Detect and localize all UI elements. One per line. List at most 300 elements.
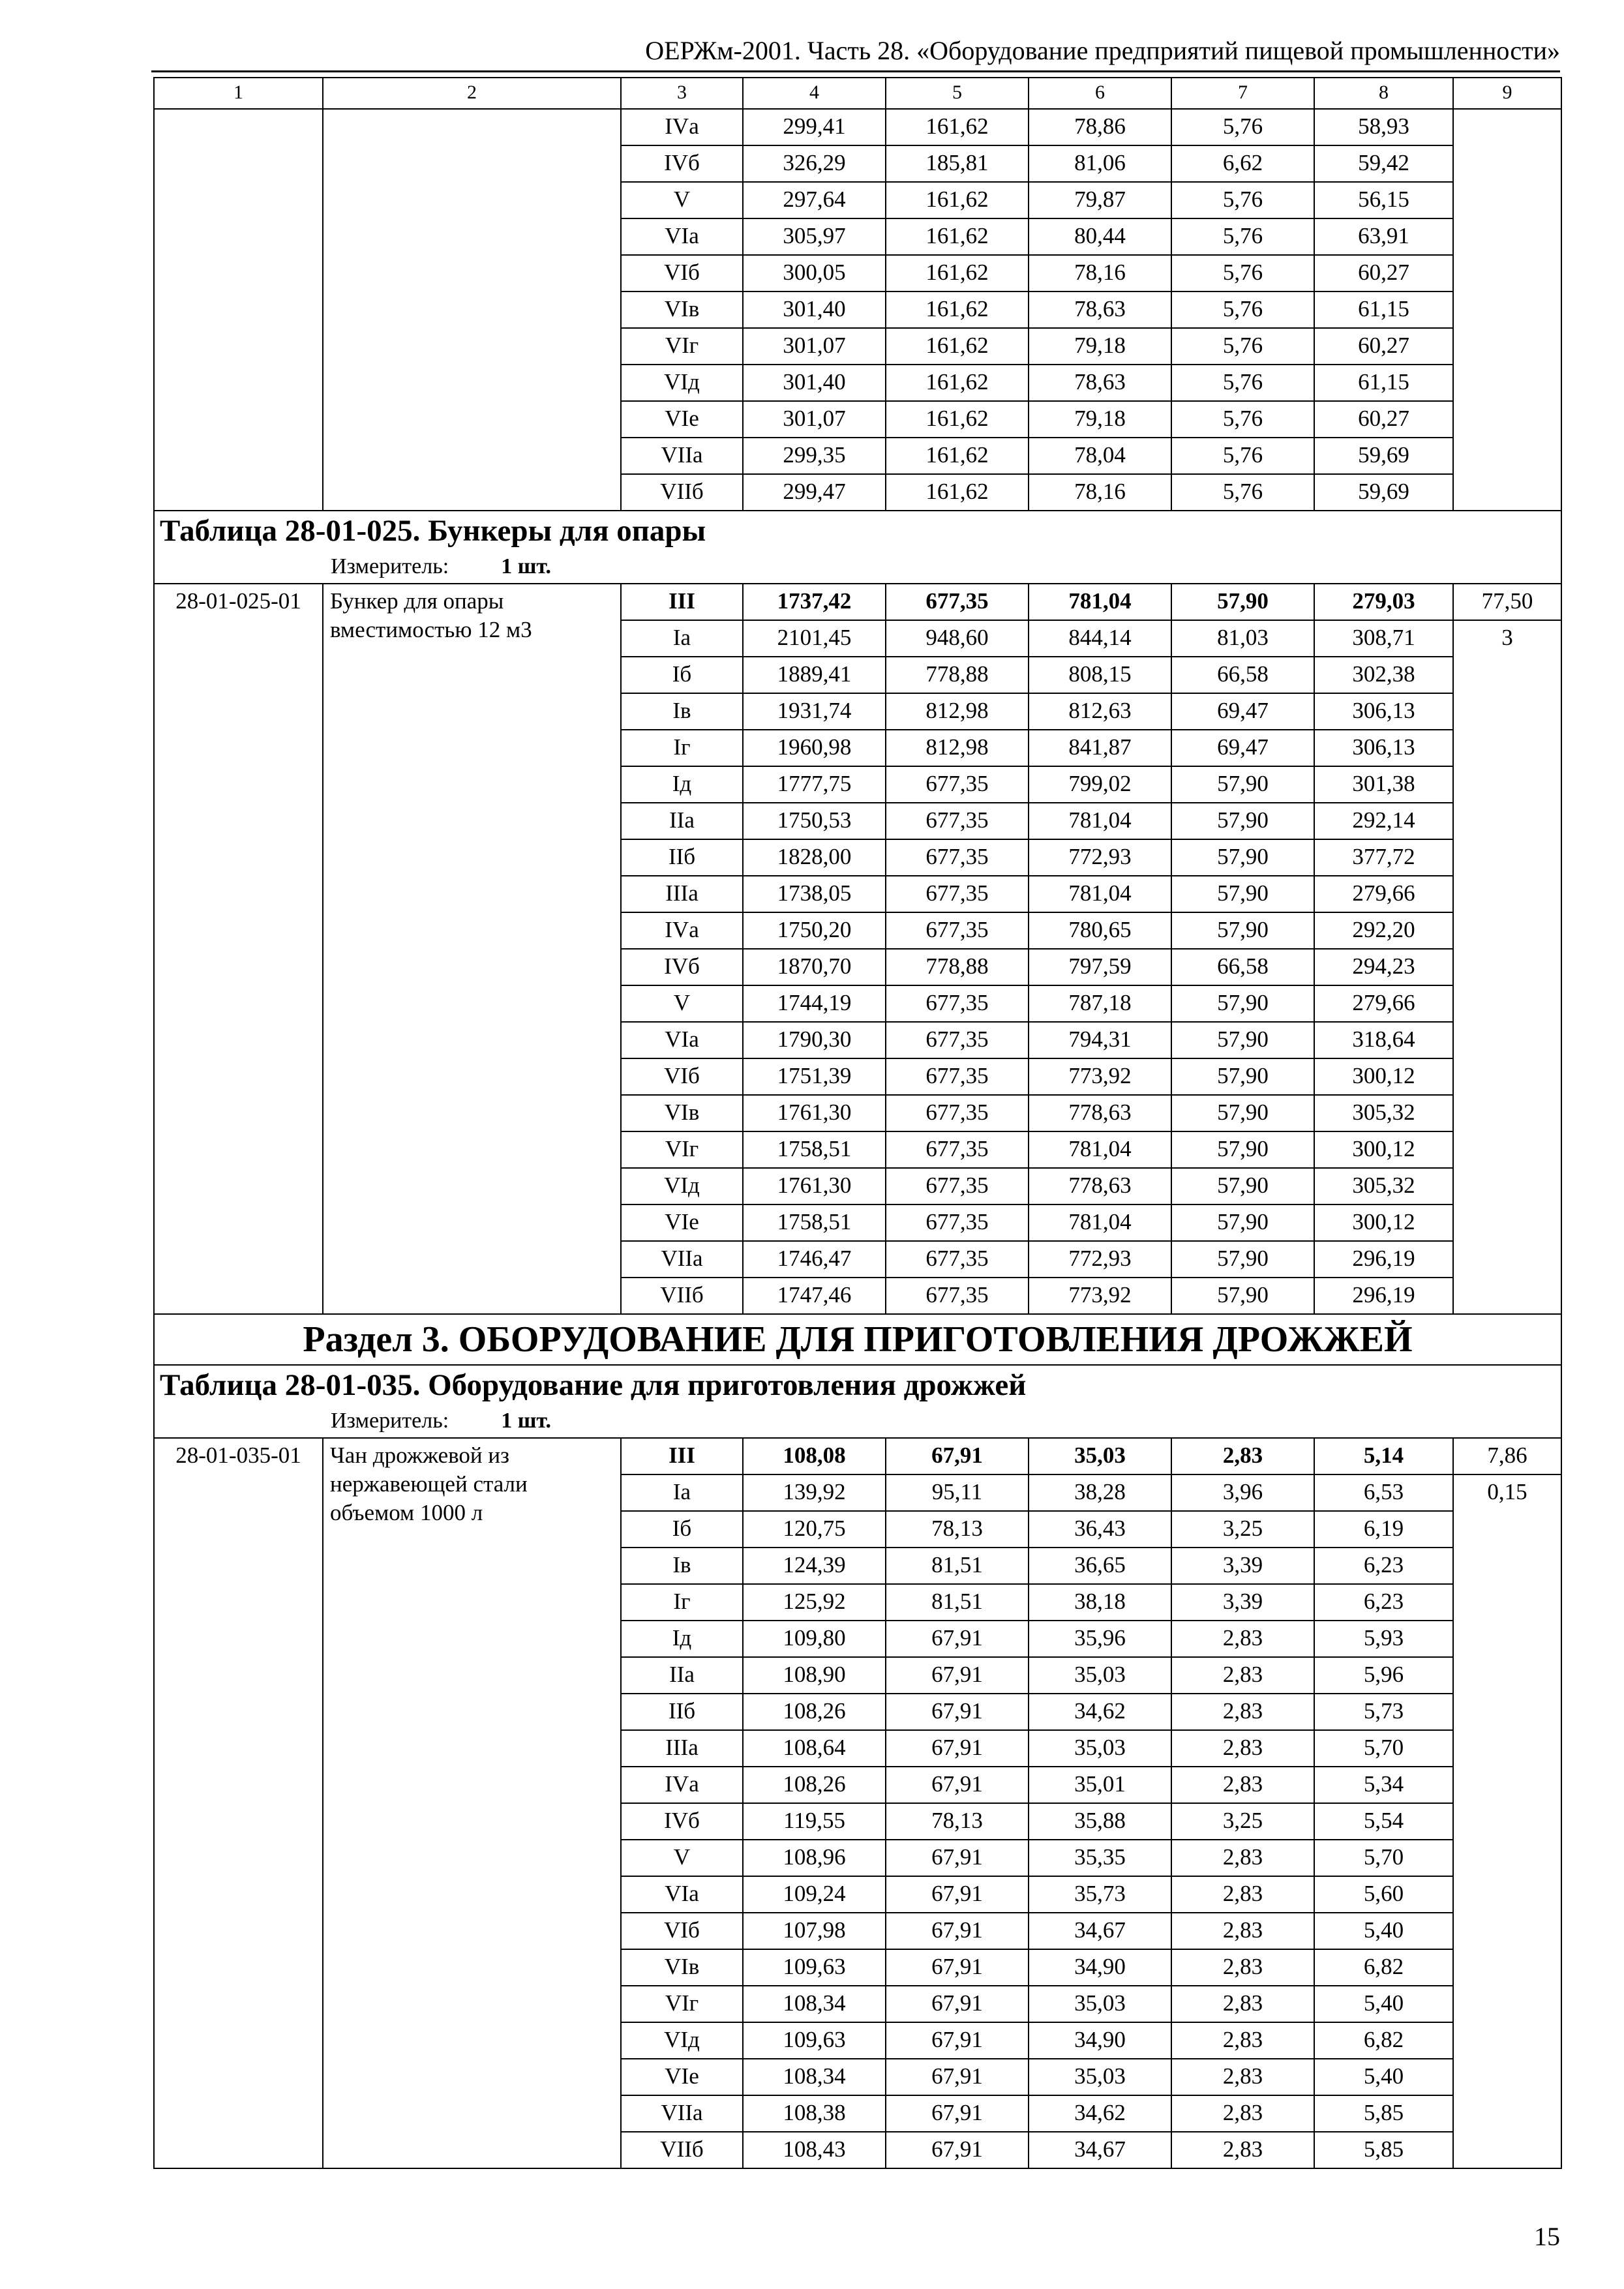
value-cell: 5,40 — [1314, 1913, 1453, 1949]
value-cell: 57,90 — [1171, 1131, 1314, 1168]
value-cell: 301,07 — [743, 401, 886, 438]
value-cell: 78,13 — [886, 1803, 1029, 1840]
value-cell: 67,91 — [886, 1621, 1029, 1657]
value-cell: 6,62 — [1171, 145, 1314, 182]
value-cell: 5,40 — [1314, 1986, 1453, 2022]
value-cell: 3,39 — [1171, 1548, 1314, 1584]
value-cell: 5,76 — [1171, 109, 1314, 145]
value-cell: 78,04 — [1029, 438, 1171, 474]
value-cell: 2,83 — [1171, 1767, 1314, 1803]
value-cell: 301,40 — [743, 292, 886, 328]
column-number: 6 — [1029, 78, 1171, 109]
value-cell: 61,15 — [1314, 365, 1453, 401]
value-cell: 377,72 — [1314, 839, 1453, 876]
table-title-cell — [154, 511, 1561, 584]
value-cell: 161,62 — [886, 255, 1029, 292]
value-cell: 300,05 — [743, 255, 886, 292]
value-cell: 2,83 — [1171, 1876, 1314, 1913]
value-cell: 773,92 — [1029, 1278, 1171, 1314]
value-cell: 35,01 — [1029, 1767, 1171, 1803]
column-number: 1 — [154, 78, 323, 109]
zone-cell: VIд — [621, 1168, 743, 1204]
zone-cell: IVб — [621, 949, 743, 985]
value-cell: 318,64 — [1314, 1022, 1453, 1058]
value-cell: 34,67 — [1029, 1913, 1171, 1949]
value-cell: 5,76 — [1171, 182, 1314, 218]
value-cell: 1761,30 — [743, 1168, 886, 1204]
value-cell: 300,12 — [1314, 1204, 1453, 1241]
value-cell: 778,63 — [1029, 1095, 1171, 1131]
value-cell: 1960,98 — [743, 730, 886, 766]
value-cell: 301,38 — [1314, 766, 1453, 803]
value-cell: 305,97 — [743, 218, 886, 255]
value-cell: 125,92 — [743, 1584, 886, 1621]
value-cell: 299,41 — [743, 109, 886, 145]
value-cell: 677,35 — [886, 1278, 1029, 1314]
value-cell: 35,03 — [1029, 1730, 1171, 1767]
value-cell: 57,90 — [1171, 1241, 1314, 1278]
zone-cell: IVа — [621, 1767, 743, 1803]
value-cell: 57,90 — [1171, 1204, 1314, 1241]
value-cell: 67,91 — [886, 1694, 1029, 1730]
value-cell: 5,60 — [1314, 1876, 1453, 1913]
value-cell: 812,98 — [886, 730, 1029, 766]
value-cell: 161,62 — [886, 328, 1029, 365]
value-cell: 773,92 — [1029, 1058, 1171, 1095]
value-cell: 677,35 — [886, 1022, 1029, 1058]
value-cell: 6,23 — [1314, 1548, 1453, 1584]
value-cell: 35,03 — [1029, 1657, 1171, 1694]
value-cell: 119,55 — [743, 1803, 886, 1840]
value-cell: 799,02 — [1029, 766, 1171, 803]
name-cell — [323, 109, 621, 511]
value-cell: 57,90 — [1171, 1058, 1314, 1095]
value-cell: 108,26 — [743, 1767, 886, 1803]
value-cell: 57,90 — [1171, 839, 1314, 876]
col9-cell: 7,86 — [1453, 1438, 1561, 1474]
value-cell: 109,80 — [743, 1621, 886, 1657]
value-cell: 1931,74 — [743, 693, 886, 730]
zone-cell: VIе — [621, 1204, 743, 1241]
value-cell: 59,69 — [1314, 438, 1453, 474]
value-cell: 1761,30 — [743, 1095, 886, 1131]
value-cell: 2,83 — [1171, 2095, 1314, 2132]
value-cell: 677,35 — [886, 985, 1029, 1022]
value-cell: 2,83 — [1171, 1657, 1314, 1694]
value-cell: 81,51 — [886, 1584, 1029, 1621]
value-cell: 34,90 — [1029, 1949, 1171, 1986]
measure-label: Измеритель: — [331, 554, 449, 578]
value-cell: 781,04 — [1029, 584, 1171, 620]
zone-cell: Iд — [621, 1621, 743, 1657]
value-cell: 67,91 — [886, 2095, 1029, 2132]
value-cell: 299,35 — [743, 438, 886, 474]
value-cell: 35,88 — [1029, 1803, 1171, 1840]
value-cell: 35,96 — [1029, 1621, 1171, 1657]
value-cell: 81,03 — [1171, 620, 1314, 657]
column-number: 3 — [621, 78, 743, 109]
value-cell: 677,35 — [886, 876, 1029, 912]
section-row — [154, 1314, 1561, 1365]
zone-cell: Iб — [621, 1511, 743, 1548]
value-cell: 5,70 — [1314, 1840, 1453, 1876]
value-cell: 677,35 — [886, 1095, 1029, 1131]
value-cell: 308,71 — [1314, 620, 1453, 657]
value-cell: 5,73 — [1314, 1694, 1453, 1730]
value-cell: 2,83 — [1171, 1913, 1314, 1949]
zone-cell: VIIа — [621, 438, 743, 474]
value-cell: 2101,45 — [743, 620, 886, 657]
value-cell: 294,23 — [1314, 949, 1453, 985]
value-cell: 161,62 — [886, 401, 1029, 438]
value-cell: 1737,42 — [743, 584, 886, 620]
value-cell: 5,93 — [1314, 1621, 1453, 1657]
value-cell: 948,60 — [886, 620, 1029, 657]
zone-cell: V — [621, 1840, 743, 1876]
zone-cell: Iв — [621, 693, 743, 730]
value-cell: 1746,47 — [743, 1241, 886, 1278]
value-cell: 3,25 — [1171, 1511, 1314, 1548]
value-cell: 56,15 — [1314, 182, 1453, 218]
value-cell: 80,44 — [1029, 218, 1171, 255]
value-cell: 161,62 — [886, 218, 1029, 255]
zone-cell: VIIб — [621, 474, 743, 511]
zone-cell: VIIа — [621, 2095, 743, 2132]
value-cell: 67,91 — [886, 2022, 1029, 2059]
value-cell: 808,15 — [1029, 657, 1171, 693]
value-cell: 300,12 — [1314, 1131, 1453, 1168]
value-cell: 61,15 — [1314, 292, 1453, 328]
value-cell: 3,39 — [1171, 1584, 1314, 1621]
value-cell: 57,90 — [1171, 803, 1314, 839]
value-cell: 781,04 — [1029, 1131, 1171, 1168]
value-cell: 108,64 — [743, 1730, 886, 1767]
value-cell: 78,63 — [1029, 292, 1171, 328]
table-title: Таблица 28-01-035. Оборудование для приготовления дрожжей — [160, 1368, 1027, 1402]
value-cell: 67,91 — [886, 2132, 1029, 2168]
value-cell: 35,03 — [1029, 2059, 1171, 2095]
zone-cell: Iд — [621, 766, 743, 803]
value-cell: 306,13 — [1314, 730, 1453, 766]
value-cell: 677,35 — [886, 912, 1029, 949]
value-cell: 57,90 — [1171, 1095, 1314, 1131]
measure-line — [160, 1406, 1556, 1437]
value-cell: 2,83 — [1171, 2059, 1314, 2095]
zone-cell: IIб — [621, 839, 743, 876]
value-cell: 2,83 — [1171, 1840, 1314, 1876]
value-cell: 34,62 — [1029, 1694, 1171, 1730]
value-cell: 844,14 — [1029, 620, 1171, 657]
value-cell: 67,91 — [886, 1767, 1029, 1803]
value-cell: 5,76 — [1171, 401, 1314, 438]
zone-cell: VIб — [621, 255, 743, 292]
value-cell: 677,35 — [886, 1131, 1029, 1168]
value-cell: 778,88 — [886, 949, 1029, 985]
value-cell: 2,83 — [1171, 1730, 1314, 1767]
value-cell: 5,54 — [1314, 1803, 1453, 1840]
value-cell: 300,12 — [1314, 1058, 1453, 1095]
zone-cell: VIд — [621, 365, 743, 401]
value-cell: 35,73 — [1029, 1876, 1171, 1913]
value-cell: 2,83 — [1171, 1438, 1314, 1474]
zone-cell: IIб — [621, 1694, 743, 1730]
zone-cell: VIа — [621, 1876, 743, 1913]
value-cell: 5,76 — [1171, 438, 1314, 474]
value-cell: 108,34 — [743, 2059, 886, 2095]
column-number: 8 — [1314, 78, 1453, 109]
value-cell: 35,03 — [1029, 1438, 1171, 1474]
value-cell: 279,03 — [1314, 584, 1453, 620]
value-cell: 780,65 — [1029, 912, 1171, 949]
page-number: 15 — [1534, 2222, 1560, 2251]
zone-cell: VIв — [621, 1095, 743, 1131]
value-cell: 139,92 — [743, 1474, 886, 1511]
col9-cell: 3 — [1453, 620, 1561, 1314]
zone-cell: VIг — [621, 1986, 743, 2022]
code-cell: 28-01-025-01 — [154, 584, 323, 1314]
table-title-row — [154, 511, 1561, 584]
column-number: 2 — [323, 78, 621, 109]
value-cell: 109,63 — [743, 1949, 886, 1986]
value-cell: 67,91 — [886, 1438, 1029, 1474]
value-cell: 108,43 — [743, 2132, 886, 2168]
value-cell: 161,62 — [886, 292, 1029, 328]
column-number: 9 — [1453, 78, 1561, 109]
value-cell: 2,83 — [1171, 1621, 1314, 1657]
zone-cell: VIб — [621, 1058, 743, 1095]
zone-cell: Iа — [621, 620, 743, 657]
value-cell: 78,86 — [1029, 109, 1171, 145]
zone-cell: VIа — [621, 1022, 743, 1058]
rates-table — [153, 77, 1562, 2169]
column-number-row — [154, 78, 1561, 109]
value-cell: 108,08 — [743, 1438, 886, 1474]
value-cell: 107,98 — [743, 1913, 886, 1949]
value-cell: 5,70 — [1314, 1730, 1453, 1767]
zone-cell: VIв — [621, 1949, 743, 1986]
value-cell: 57,90 — [1171, 1168, 1314, 1204]
value-cell: 677,35 — [886, 839, 1029, 876]
column-number: 4 — [743, 78, 886, 109]
zone-cell: VIд — [621, 2022, 743, 2059]
name-cell: Чан дрожжевой из нержавеющей стали объемом 1000 л — [323, 1438, 621, 2168]
value-cell: 60,27 — [1314, 401, 1453, 438]
value-cell: 69,47 — [1171, 730, 1314, 766]
value-cell: 161,62 — [886, 182, 1029, 218]
value-cell: 781,04 — [1029, 1204, 1171, 1241]
value-cell: 2,83 — [1171, 2132, 1314, 2168]
zone-cell: VIIб — [621, 1278, 743, 1314]
value-cell: 302,38 — [1314, 657, 1453, 693]
value-cell: 301,07 — [743, 328, 886, 365]
value-cell: 185,81 — [886, 145, 1029, 182]
table-row — [154, 109, 1561, 145]
value-cell: 677,35 — [886, 1058, 1029, 1095]
value-cell: 6,53 — [1314, 1474, 1453, 1511]
value-cell: 161,62 — [886, 365, 1029, 401]
value-cell: 305,32 — [1314, 1168, 1453, 1204]
value-cell: 57,90 — [1171, 985, 1314, 1022]
section-title: Раздел 3. ОБОРУДОВАНИЕ ДЛЯ ПРИГОТОВЛЕНИЯ ДРОЖЖЕЙ — [154, 1314, 1561, 1365]
name-cell: Бункер для опары вместимостью 12 м3 — [323, 584, 621, 1314]
value-cell: 60,27 — [1314, 255, 1453, 292]
value-cell: 67,91 — [886, 1913, 1029, 1949]
zone-cell: VIе — [621, 401, 743, 438]
zone-cell: IVа — [621, 109, 743, 145]
zone-cell: Iа — [621, 1474, 743, 1511]
value-cell: 5,76 — [1171, 328, 1314, 365]
value-cell: 5,40 — [1314, 2059, 1453, 2095]
value-cell: 81,51 — [886, 1548, 1029, 1584]
table-row — [154, 584, 1561, 620]
value-cell: 794,31 — [1029, 1022, 1171, 1058]
value-cell: 3,25 — [1171, 1803, 1314, 1840]
value-cell: 67,91 — [886, 2059, 1029, 2095]
value-cell: 3,96 — [1171, 1474, 1314, 1511]
value-cell: 109,24 — [743, 1876, 886, 1913]
value-cell: 1750,53 — [743, 803, 886, 839]
value-cell: 67,91 — [886, 1730, 1029, 1767]
value-cell: 60,27 — [1314, 328, 1453, 365]
value-cell: 79,18 — [1029, 328, 1171, 365]
table-title-cell — [154, 1365, 1561, 1438]
zone-cell: V — [621, 985, 743, 1022]
value-cell: 81,06 — [1029, 145, 1171, 182]
zone-cell: IIа — [621, 803, 743, 839]
value-cell: 2,83 — [1171, 1949, 1314, 1986]
value-cell: 78,16 — [1029, 255, 1171, 292]
measure-value: 1 шт. — [501, 554, 552, 578]
value-cell: 326,29 — [743, 145, 886, 182]
value-cell: 38,18 — [1029, 1584, 1171, 1621]
value-cell: 305,32 — [1314, 1095, 1453, 1131]
value-cell: 1870,70 — [743, 949, 886, 985]
zone-cell: IIа — [621, 1657, 743, 1694]
table-title: Таблица 28-01-025. Бункеры для опары — [160, 514, 706, 548]
value-cell: 2,83 — [1171, 1986, 1314, 2022]
value-cell: 67,91 — [886, 1657, 1029, 1694]
value-cell: 95,11 — [886, 1474, 1029, 1511]
value-cell: 67,91 — [886, 1876, 1029, 1913]
value-cell: 109,63 — [743, 2022, 886, 2059]
value-cell: 59,69 — [1314, 474, 1453, 511]
measure-line — [160, 552, 1556, 583]
value-cell: 69,47 — [1171, 693, 1314, 730]
running-header: ОЕРЖм-2001. Часть 28. «Оборудование предприятий пищевой промышленности» — [645, 36, 1560, 65]
value-cell: 1758,51 — [743, 1204, 886, 1241]
value-cell: 1750,20 — [743, 912, 886, 949]
value-cell: 772,93 — [1029, 839, 1171, 876]
col9-cell — [1453, 109, 1561, 511]
value-cell: 5,96 — [1314, 1657, 1453, 1694]
zone-cell: IIIа — [621, 876, 743, 912]
zone-cell: Iв — [621, 1548, 743, 1584]
value-cell: 108,90 — [743, 1657, 886, 1694]
value-cell: 78,13 — [886, 1511, 1029, 1548]
header-rule — [151, 70, 1560, 72]
value-cell: 66,58 — [1171, 949, 1314, 985]
value-cell: 67,91 — [886, 1986, 1029, 2022]
value-cell: 59,42 — [1314, 145, 1453, 182]
value-cell: 2,83 — [1171, 1694, 1314, 1730]
value-cell: 161,62 — [886, 474, 1029, 511]
value-cell: 1744,19 — [743, 985, 886, 1022]
zone-cell: IVб — [621, 1803, 743, 1840]
value-cell: 34,62 — [1029, 2095, 1171, 2132]
value-cell: 677,35 — [886, 803, 1029, 839]
zone-cell: IIIа — [621, 1730, 743, 1767]
zone-cell: VIв — [621, 292, 743, 328]
value-cell: 66,58 — [1171, 657, 1314, 693]
value-cell: 124,39 — [743, 1548, 886, 1584]
value-cell: 67,91 — [886, 1840, 1029, 1876]
col9-cell: 77,50 — [1453, 584, 1561, 620]
table-row — [154, 1438, 1561, 1474]
value-cell: 5,76 — [1171, 292, 1314, 328]
zone-cell: III — [621, 584, 743, 620]
value-cell: 812,98 — [886, 693, 1029, 730]
value-cell: 677,35 — [886, 584, 1029, 620]
zone-cell: IVб — [621, 145, 743, 182]
value-cell: 772,93 — [1029, 1241, 1171, 1278]
value-cell: 161,62 — [886, 438, 1029, 474]
value-cell: 297,64 — [743, 182, 886, 218]
value-cell: 108,34 — [743, 1986, 886, 2022]
value-cell: 299,47 — [743, 474, 886, 511]
zone-cell: VIг — [621, 1131, 743, 1168]
value-cell: 292,14 — [1314, 803, 1453, 839]
value-cell: 5,85 — [1314, 2132, 1453, 2168]
value-cell: 79,18 — [1029, 401, 1171, 438]
value-cell: 5,85 — [1314, 2095, 1453, 2132]
value-cell: 677,35 — [886, 1168, 1029, 1204]
value-cell: 57,90 — [1171, 1278, 1314, 1314]
value-cell: 1889,41 — [743, 657, 886, 693]
value-cell: 677,35 — [886, 1241, 1029, 1278]
zone-cell: VIа — [621, 218, 743, 255]
zone-cell: VIе — [621, 2059, 743, 2095]
code-cell: 28-01-035-01 — [154, 1438, 323, 2168]
col9-cell: 0,15 — [1453, 1474, 1561, 2168]
measure-label: Измеритель: — [331, 1409, 449, 1433]
zone-cell: VIIа — [621, 1241, 743, 1278]
value-cell: 5,14 — [1314, 1438, 1453, 1474]
value-cell: 58,93 — [1314, 109, 1453, 145]
zone-cell: IVа — [621, 912, 743, 949]
value-cell: 79,87 — [1029, 182, 1171, 218]
value-cell: 301,40 — [743, 365, 886, 401]
value-cell: 6,82 — [1314, 1949, 1453, 1986]
value-cell: 787,18 — [1029, 985, 1171, 1022]
value-cell: 120,75 — [743, 1511, 886, 1548]
value-cell: 1790,30 — [743, 1022, 886, 1058]
zone-cell: Iг — [621, 1584, 743, 1621]
value-cell: 6,23 — [1314, 1584, 1453, 1621]
zone-cell: V — [621, 182, 743, 218]
value-cell: 6,19 — [1314, 1511, 1453, 1548]
value-cell: 5,76 — [1171, 218, 1314, 255]
value-cell: 812,63 — [1029, 693, 1171, 730]
value-cell: 292,20 — [1314, 912, 1453, 949]
value-cell: 5,34 — [1314, 1767, 1453, 1803]
value-cell: 841,87 — [1029, 730, 1171, 766]
value-cell: 1777,75 — [743, 766, 886, 803]
value-cell: 34,90 — [1029, 2022, 1171, 2059]
value-cell: 36,43 — [1029, 1511, 1171, 1548]
zone-cell: VIб — [621, 1913, 743, 1949]
value-cell: 1828,00 — [743, 839, 886, 876]
code-cell — [154, 109, 323, 511]
